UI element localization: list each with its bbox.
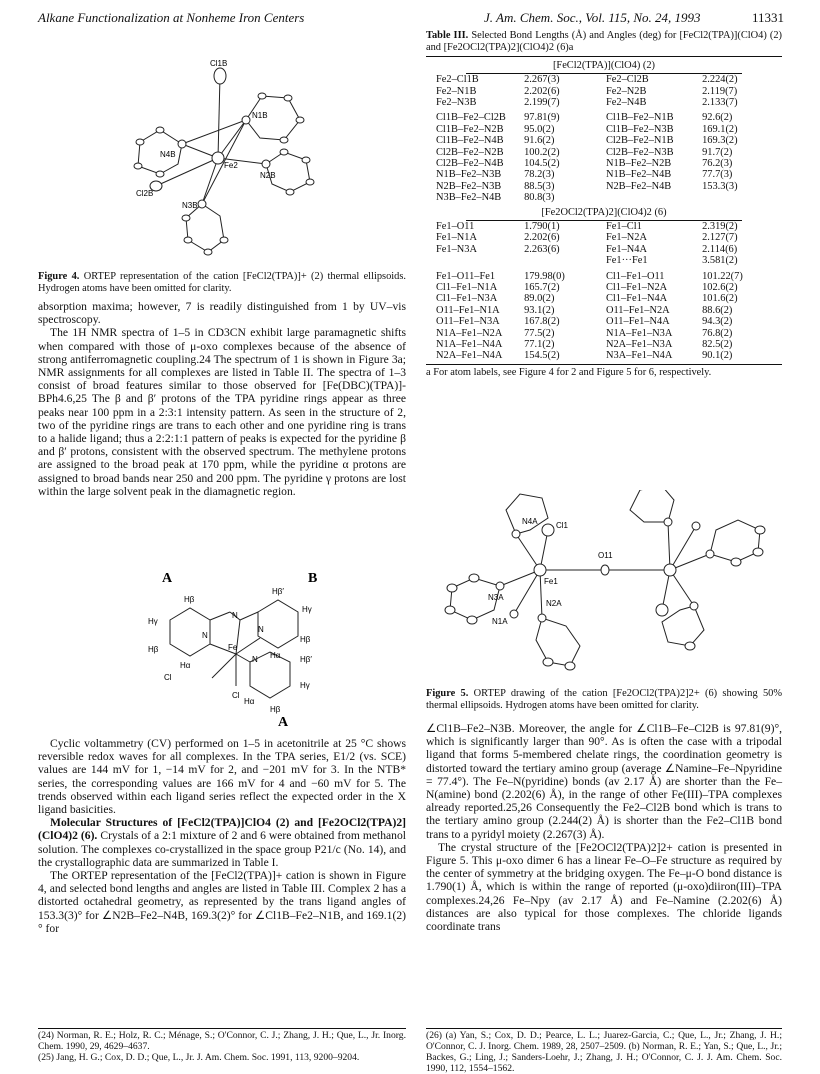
table-cell-value: 95.0(2) bbox=[524, 123, 555, 135]
figure-4-caption-text: ORTEP representation of the cation [FeCl2(TPA)]+ (2) thermal ellipsoids. Hydrogen atoms have been omitted for clarity. bbox=[38, 271, 406, 294]
table-cell-value: 77.7(3) bbox=[702, 169, 733, 181]
table-cell-parameter: Fe1–N2A bbox=[605, 232, 647, 244]
table-cell-parameter: Fe1–O11–Fe1 bbox=[436, 270, 496, 282]
atom-label-n1a: N1A bbox=[492, 617, 508, 626]
table-row bbox=[426, 350, 782, 361]
table-cell-value: 94.3(2) bbox=[702, 316, 733, 328]
table-cell-parameter: N1A–Fe1–N4A bbox=[436, 338, 503, 350]
table-cell-value: 88.5(3) bbox=[524, 180, 555, 192]
scheme-label-a: A bbox=[162, 571, 173, 586]
table-row bbox=[426, 316, 782, 327]
table-cell-parameter bbox=[426, 255, 522, 266]
table-cell-value: 2.119(7) bbox=[702, 85, 738, 97]
scheme-atom: Cl bbox=[164, 673, 172, 682]
scheme-atom: Fe bbox=[228, 643, 238, 652]
table-bond-angles-6 bbox=[426, 271, 782, 362]
footnote-24: (24) Norman, R. E.; Holz, R. C.; Ménage, S.; O'Connor, C. J.; Zhang, J. H.; Que, L., Jr. Inorg. Chem. 1990, 29, 4629–4637. bbox=[38, 1030, 406, 1052]
table-cell-parameter: Cl2B–Fe2–N1B bbox=[605, 135, 674, 147]
table-cell-value: 165.7(2) bbox=[524, 281, 560, 293]
left-column-top bbox=[38, 300, 406, 498]
table-cell-parameter: O11–Fe1–N1A bbox=[436, 304, 500, 316]
scheme-atom: Hγ bbox=[148, 617, 158, 626]
table-section-complex-2: [FeCl2(TPA)](ClO4) (2) bbox=[552, 60, 656, 71]
atom-label-fe1: Fe1 bbox=[544, 577, 558, 586]
atom-label-n3a: N3A bbox=[488, 593, 504, 602]
paragraph: The crystal structure of the [Fe2OCl2(TPA)2]2+ cation is presented in Figure 5. This μ-oxo dimer 6 has a linear Fe–O–Fe structure as required by the center of symmetry at the bridging oxygen. The Fe–μ-O bond distance is 1.790(1) Å, which is within the range of reported (μ-oxo)diiron(III)–TPA complexes.24,26 Fe–Npy (av 2.17 Å) and Fe–Namine (2.202(6) Å) distances are also typical for those complexes. The chloride ligands coordinate trans bbox=[426, 840, 782, 934]
table-cell-value: 2.202(6) bbox=[524, 85, 560, 97]
table-cell-value: 101.22(7) bbox=[702, 270, 743, 282]
paragraph: ∠Cl1B–Fe2–N3B. Moreover, the angle for ∠Cl1B–Fe–Cl2B is 97.81(9)°, which is significantly larger than 90°. As is often the case with a tripodal ligand that forms 5-membered chelate rings, the coordination geometry is distorted toward the tertiary amino group (average ∠Namine–Fe–Npyridine = 77.4°). The Fe–N(pyridine) bonds (av 2.17 Å) are shorter than the Fe–N(amine) bond (2.202(6) Å), in the range of other Fe(III)–TPA complexes already reported.25,26 Consequently the Fe2–Cl2B bond which is trans to the tertiary amino group (2.244(2) Å) is shorter than the Fe2–Cl1B bond trans to a pyridyl moiety (2.267(3) Å). bbox=[426, 722, 782, 841]
table-row bbox=[426, 124, 782, 135]
table-cell-parameter: Cl1–Fe1–O11 bbox=[605, 270, 665, 282]
paragraph-text: Crystals of a 2:1 mixture of 2 and 6 were obtained from methanol solution. The complexes co-crystallized in the space group P21/c (No. 14), and the crystallographic data are summarized in Table I. bbox=[38, 829, 406, 869]
right-column-text bbox=[426, 722, 782, 933]
table-cell-parameter: Cl1B–Fe2–Cl2B bbox=[436, 112, 506, 124]
table-row bbox=[426, 244, 782, 255]
table-cell-value: 76.8(2) bbox=[702, 327, 733, 339]
table-cell-parameter: Cl1–Fe1–N1A bbox=[436, 281, 498, 293]
table-cell-parameter: Cl1B–Fe2–N4B bbox=[436, 135, 504, 147]
table-cell-value: 2.127(7) bbox=[702, 232, 738, 244]
scheme-atom: Hγ bbox=[300, 681, 310, 690]
table-row bbox=[426, 112, 782, 123]
table-row bbox=[426, 282, 782, 293]
table-cell-value: 1.790(1) bbox=[524, 220, 560, 232]
table-cell-parameter: Cl2B–Fe2–N2B bbox=[436, 146, 504, 158]
atom-label-cl1b: Cl1B bbox=[210, 59, 228, 68]
paragraph: The 1H NMR spectra of 1–5 in CD3CN exhibit large paramagnetic shifts when compared with those of μ-oxo complexes because of the absence of strong antiferromagnetic coupling.24 The spectrum of 1 is shown in Figure 3a; NMR assignments for all complexes are listed in Table II. The spectra of 1–3 consist of broad features similar to those observed for [Fe(DBC)(TPA)]-BPh4.6,25 The β and β′ protons of the TPA pyridine rings appear as three peaks near 100 ppm in a 2:3:1 intensity pattern. As seen in the structure of 2, two of the pyridine rings are trans to each other and one pyridine ring is trans to a halide ligand; thus a 2:2:1:1 pattern of peaks is expected for the pyridine β and β′ protons, consistent with the observed spectrum. The methylene protons are assigned to the broad peak at 170 ppm, while the pyridine α protons are assigned to broad bands near 250 and 200 ppm. The pyridine γ protons are lost within the large solvent peak in the diamagnetic region. bbox=[38, 326, 406, 498]
table-cell-value: 2.319(2) bbox=[702, 220, 738, 232]
table-cell-value bbox=[700, 192, 782, 203]
table-cell-parameter: Fe2–Cl2B bbox=[605, 74, 649, 86]
table-row bbox=[426, 221, 782, 232]
table-cell-value: 154.5(2) bbox=[524, 350, 560, 362]
figure-5-caption-text: ORTEP drawing of the cation [Fe2OCl2(TPA)2]2+ (6) showing 50% thermal ellipsoids. Hydrogen atoms have been omitted for clarity. bbox=[426, 688, 782, 711]
scheme-atom: N bbox=[202, 631, 208, 640]
atom-label-n3b: N3B bbox=[182, 201, 198, 210]
table-cell-parameter: N3A–Fe1–N4A bbox=[605, 350, 673, 362]
scheme-atom: Hβ bbox=[148, 645, 159, 654]
scheme-atom: Hβ bbox=[270, 705, 281, 714]
footnote-26: (26) (a) Yan, S.; Cox, D. D.; Pearce, L. L.; Juarez-Garcia, C.; Que, L., Jr.; Zhang, J. H.; O'Connor, C. J. Inorg. Chem. 1989, 28, 2507–2509. (b) Norman, R. E.; Yan, S.; Que, L., Jr.; Backes, G.; Ling, J.; Sanders-Loehr, J.; Zhang, J. H.; O'Connor, C. J. J. Am. Chem. Soc. 1990, 112, 1554–1562. bbox=[426, 1030, 782, 1074]
table-cell-parameter: O11–Fe1–N2A bbox=[605, 304, 670, 316]
table-cell-value: 97.81(9) bbox=[524, 112, 560, 124]
atom-label-n4b: N4B bbox=[160, 150, 176, 159]
atom-label-fe2: Fe2 bbox=[224, 161, 238, 170]
table-cell-value: 169.3(2) bbox=[702, 135, 738, 147]
table-row bbox=[426, 74, 782, 85]
table-cell-parameter: N1A–Fe1–N2A bbox=[436, 327, 503, 339]
scheme-atom: Hβ′ bbox=[300, 655, 312, 664]
table-cell-parameter: N1A–Fe1–N3A bbox=[605, 327, 673, 339]
table-cell-parameter: N3B–Fe2–N4B bbox=[436, 192, 502, 204]
table-cell-value bbox=[522, 255, 604, 266]
atom-label-cl2b: Cl2B bbox=[136, 189, 154, 198]
table-row bbox=[426, 169, 782, 180]
table-cell-parameter: N1B–Fe2–N2B bbox=[605, 158, 672, 170]
table-cell-value: 80.8(3) bbox=[524, 192, 555, 204]
table-cell-parameter: Fe1–O11 bbox=[436, 220, 475, 232]
table-cell-parameter: Fe2–N2B bbox=[605, 85, 647, 97]
footnote-25: (25) Jang, H. G.; Cox, D. D.; Que, L., Jr. J. Am. Chem. Soc. 1991, 113, 9200–9204. bbox=[38, 1052, 360, 1063]
page-number: 11331 bbox=[752, 10, 785, 25]
table-3-title: Selected Bond Lengths (Å) and Angles (deg) for [FeCl2(TPA)](ClO4) (2) and [Fe2OCl2(TPA)2](ClO4)2 (6)a bbox=[426, 30, 782, 53]
table-cell-parameter: Fe1–N3A bbox=[436, 243, 477, 255]
scheme-atom: Hβ bbox=[184, 595, 195, 604]
figure-4-caption bbox=[38, 271, 406, 295]
table-cell-parameter: Fe1–Cl1 bbox=[605, 220, 642, 232]
figure-5-ortep bbox=[430, 490, 780, 686]
table-cell-parameter: Cl2B–Fe2–N3B bbox=[605, 146, 674, 158]
table-cell-value: 104.5(2) bbox=[524, 158, 560, 170]
atom-label-n1b: N1B bbox=[252, 111, 268, 120]
table-3-footnote: a For atom labels, see Figure 4 for 2 and Figure 5 for 6, respectively. bbox=[426, 366, 712, 378]
table-row bbox=[426, 158, 782, 169]
journal-citation: J. Am. Chem. Soc., Vol. 115, No. 24, 1993 bbox=[484, 10, 701, 25]
table-row bbox=[426, 232, 782, 243]
table-cell-parameter: Fe2–N1B bbox=[436, 85, 477, 97]
table-cell-parameter: Cl1–Fe1–N4A bbox=[605, 293, 668, 305]
table-cell-value: 91.7(2) bbox=[702, 146, 733, 158]
table-cell-value: 78.2(3) bbox=[524, 169, 555, 181]
table-row bbox=[426, 192, 782, 203]
table-row bbox=[426, 181, 782, 192]
running-title: Alkane Functionalization at Nonheme Iron Centers bbox=[38, 10, 305, 25]
table-cell-value: 101.6(2) bbox=[702, 293, 738, 305]
table-row bbox=[426, 328, 782, 339]
table-row bbox=[426, 271, 782, 282]
table-row bbox=[426, 135, 782, 146]
table-cell-value: 91.6(2) bbox=[524, 135, 555, 147]
table-cell-parameter: Cl1–Fe1–N3A bbox=[436, 293, 498, 305]
table-cell-parameter: Cl1–Fe1–N2A bbox=[605, 281, 668, 293]
table-cell-value: 76.2(3) bbox=[702, 158, 733, 170]
table-cell-parameter: Cl1B–Fe2–N1B bbox=[605, 112, 674, 124]
table-cell-parameter: Cl1B–Fe2–N3B bbox=[605, 123, 674, 135]
figure-5-caption-label: Figure 5. bbox=[426, 688, 469, 699]
table-cell-value: 2.224(2) bbox=[702, 74, 738, 86]
scheme-atom: Hα bbox=[270, 651, 281, 660]
table-cell-parameter: N2B–Fe2–N3B bbox=[436, 180, 502, 192]
table-cell-value: 3.581(2) bbox=[702, 255, 738, 267]
scheme-atom: Hα bbox=[244, 697, 255, 706]
table-cell-value: 2.133(7) bbox=[702, 97, 738, 109]
table-cell-value: 77.1(2) bbox=[524, 338, 555, 350]
scheme-atom: N bbox=[252, 655, 258, 664]
footnote-rule-right bbox=[426, 1028, 782, 1029]
figure-4-drawing bbox=[120, 58, 320, 268]
figure-5-caption bbox=[426, 688, 782, 712]
scheme-atom: Hγ bbox=[302, 605, 312, 614]
table-cell-parameter: Fe2–N3B bbox=[436, 97, 477, 109]
table-cell-parameter: N1B–Fe2–N3B bbox=[436, 169, 502, 181]
table-row bbox=[426, 305, 782, 316]
table-cell-value: 88.6(2) bbox=[702, 304, 733, 316]
table-cell-parameter: Cl2B–Fe2–N4B bbox=[436, 158, 504, 170]
scheme-atom: Cl bbox=[232, 691, 240, 700]
table-cell-value: 153.3(3) bbox=[702, 180, 738, 192]
scheme-label-a-bottom: A bbox=[278, 715, 289, 730]
table-cell-value: 169.1(2) bbox=[702, 123, 738, 135]
table-section-complex-6: [Fe2OCl2(TPA)2](ClO4)2 (6) bbox=[541, 206, 667, 218]
table-row bbox=[426, 147, 782, 158]
table-row bbox=[426, 86, 782, 97]
footnotes-right bbox=[426, 1030, 782, 1074]
table-row bbox=[426, 293, 782, 304]
table-cell-value: 93.1(2) bbox=[524, 304, 555, 316]
left-column-bottom bbox=[38, 737, 406, 935]
table-cell-parameter: N2B–Fe2–N4B bbox=[605, 180, 672, 192]
table-cell-value: 92.6(2) bbox=[702, 112, 733, 124]
table-cell-parameter: N2A–Fe1–N3A bbox=[605, 338, 673, 350]
table-cell-value: 167.8(2) bbox=[524, 316, 560, 328]
atom-label-n4a: N4A bbox=[522, 517, 538, 526]
table-row bbox=[426, 339, 782, 350]
table-cell-parameter: Fe1–N4A bbox=[605, 243, 647, 255]
table-cell-parameter: N2A–Fe1–N4A bbox=[436, 350, 503, 362]
table-cell-parameter: Cl1B–Fe2–N2B bbox=[436, 123, 504, 135]
footnote-rule-left bbox=[38, 1028, 406, 1029]
figure-4-caption-label: Figure 4. bbox=[38, 271, 80, 282]
paragraph: absorption maxima; however, 7 is readily distinguished from 1 by UV–vis spectroscopy. bbox=[38, 300, 406, 327]
table-cell-parameter: Fe1–N1A bbox=[436, 232, 477, 244]
scheme-drawing bbox=[140, 562, 340, 732]
table-cell-parameter: O11–Fe1–N4A bbox=[605, 316, 670, 328]
table-3 bbox=[426, 30, 782, 379]
table-cell-value: 179.98(0) bbox=[524, 270, 565, 282]
paragraph: Cyclic voltammetry (CV) performed on 1–5 in acetonitrile at 25 °C shows reversible redox waves for all complexes. In the TPA series, E1/2 (vs. SCE) values are 144 mV for 1, −14 mV for 2, and −201 mV for 3. In the NTB* series, the corresponding values are 166 mV for 4 and −60 mV for 5. The trends observed within each ligand series reflect the expected order in the X ligand basicities. bbox=[38, 737, 406, 817]
section-heading: Molecular Structures of [FeCl2(TPA)]ClO4 (2) and [Fe2OCl2(TPA)2](ClO4)2 (6). bbox=[38, 816, 406, 843]
table-row bbox=[426, 255, 782, 266]
table-cell-value: 2.263(6) bbox=[524, 243, 560, 255]
table-cell-value: 2.202(6) bbox=[524, 232, 560, 244]
table-cell-value: 2.114(6) bbox=[702, 243, 738, 255]
table-bond-lengths-2 bbox=[426, 74, 782, 108]
table-bond-lengths-6 bbox=[426, 221, 782, 267]
atom-label-o11: O11 bbox=[598, 551, 613, 560]
table-cell-value: 2.267(3) bbox=[524, 74, 560, 86]
footnotes-left bbox=[38, 1030, 406, 1063]
table-cell-value: 100.2(2) bbox=[524, 146, 560, 158]
table-cell-value: 102.6(2) bbox=[702, 281, 738, 293]
table-cell-value: 82.5(2) bbox=[702, 338, 733, 350]
figure-4-ortep bbox=[120, 58, 320, 268]
table-cell-value: 90.1(2) bbox=[702, 350, 733, 362]
atom-label-cl1: Cl1 bbox=[556, 521, 569, 530]
scheme-atom: N bbox=[258, 625, 264, 634]
atom-label-n2a: N2A bbox=[546, 599, 562, 608]
figure-5-drawing bbox=[430, 490, 780, 686]
table-cell-parameter bbox=[604, 192, 700, 203]
table-bond-angles-2 bbox=[426, 112, 782, 203]
scheme-label-b: B bbox=[308, 571, 318, 586]
atom-label-n2b: N2B bbox=[260, 171, 276, 180]
scheme-atom: N bbox=[232, 611, 238, 620]
table-cell-parameter: O11–Fe1–N3A bbox=[436, 316, 500, 328]
scheme-atom: Hβ′ bbox=[272, 587, 284, 596]
table-cell-parameter: Fe1···Fe1 bbox=[605, 255, 648, 267]
table-cell-parameter: N1B–Fe2–N4B bbox=[605, 169, 672, 181]
table-cell-parameter: Fe2–N4B bbox=[605, 97, 647, 109]
scheme-atom: Hβ bbox=[300, 635, 311, 644]
table-cell-value: 89.0(2) bbox=[524, 293, 555, 305]
scheme-atom: Hα bbox=[180, 661, 191, 670]
paragraph: The ORTEP representation of the [FeCl2(TPA)]+ cation is shown in Figure 4, and selected bond lengths and angles are listed in Table III. Complex 2 has a distorted octahedral geometry, as represented by the trans ligand angles of 153.3(3)° for ∠N2B–Fe2–N4B, 169.3(2)° for ∠Cl1B–Fe2–N1B, and 169.1(2)° for bbox=[38, 869, 406, 935]
table-cell-value: 2.199(7) bbox=[524, 97, 560, 109]
table-cell-parameter: Fe2–Cl1B bbox=[436, 74, 479, 86]
table-cell-value: 77.5(2) bbox=[524, 327, 555, 339]
table-row bbox=[426, 97, 782, 108]
scheme-tpa-structure bbox=[140, 562, 340, 732]
table-3-label: Table III. bbox=[426, 30, 469, 41]
